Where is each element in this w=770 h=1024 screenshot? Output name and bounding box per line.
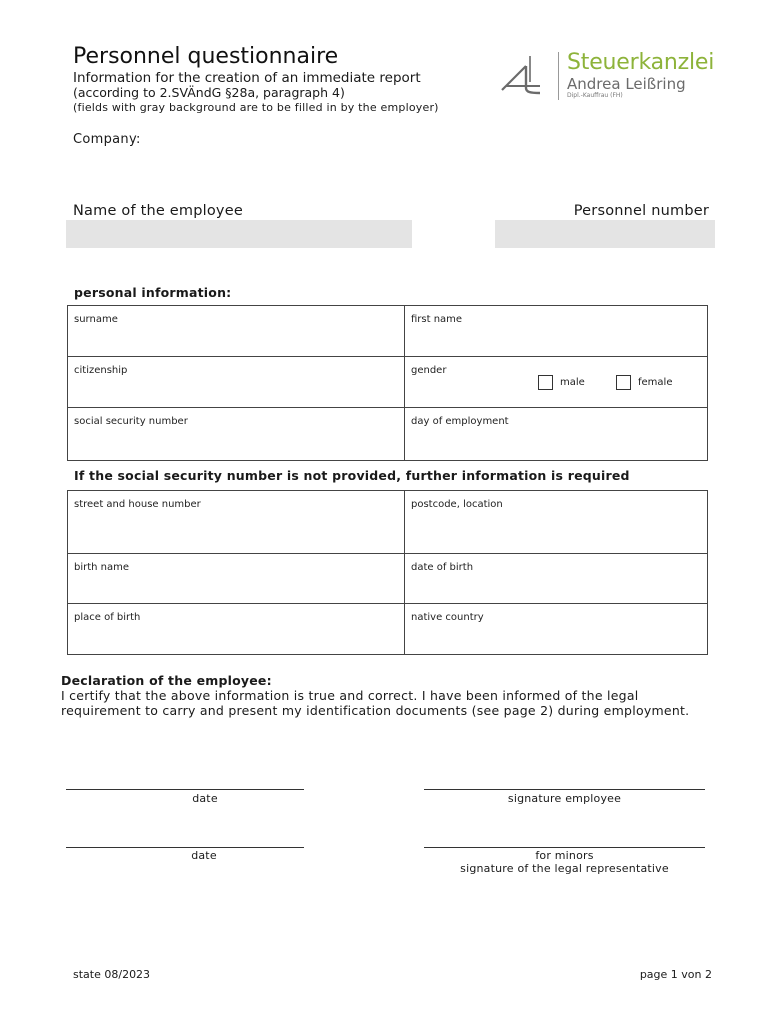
field-label: place of birth <box>74 612 141 623</box>
date-label: date <box>192 792 218 805</box>
legal-basis-note: (according to 2.SVÄndG §28a, paragraph 4) <box>73 85 345 100</box>
logo-person-name: Andrea Leißring <box>567 75 686 93</box>
date-line-employee[interactable] <box>66 789 304 790</box>
date-of-birth-field[interactable] <box>405 554 708 604</box>
declaration-heading: Declaration of the employee: <box>61 673 272 688</box>
logo-degree: Dipl.-Kauffrau (FH) <box>567 92 623 99</box>
al-monogram-icon <box>500 52 550 98</box>
document-state: state 08/2023 <box>73 968 151 981</box>
field-label: citizenship <box>74 365 128 376</box>
signature-line-employee[interactable] <box>424 789 705 790</box>
field-label: date of birth <box>411 562 474 573</box>
citizenship-field[interactable] <box>68 357 405 408</box>
signature-line-representative[interactable] <box>424 847 705 848</box>
company-label: Company: <box>73 132 141 147</box>
social-security-number-field[interactable] <box>68 408 405 461</box>
field-label: day of employment <box>411 416 509 427</box>
date-line-representative[interactable] <box>66 847 304 848</box>
field-label: native country <box>411 612 484 623</box>
signature-employee-label: signature employee <box>507 792 622 805</box>
minor-label-line2: signature of the legal representative <box>460 862 669 875</box>
gender-option-male[interactable] <box>538 375 585 390</box>
surname-field[interactable] <box>68 306 405 357</box>
day-of-employment-field[interactable] <box>405 408 708 461</box>
minor-signature-label <box>424 849 705 875</box>
page-title: Personnel questionnaire <box>73 44 339 69</box>
first-name-field[interactable] <box>405 306 708 357</box>
field-label: birth name <box>74 562 130 573</box>
place-of-birth-field[interactable] <box>68 604 405 655</box>
firm-logo <box>500 50 720 106</box>
male-checkbox[interactable] <box>538 375 553 390</box>
checkbox-label: male <box>560 377 585 388</box>
field-label: social security number <box>74 416 188 427</box>
logo-divider <box>558 52 559 100</box>
native-country-field[interactable] <box>405 604 708 655</box>
employer-fields-note: (fields with gray background are to be filled in by the employer) <box>73 101 439 114</box>
checkbox-label: female <box>638 377 673 388</box>
female-checkbox[interactable] <box>616 375 631 390</box>
no-ssn-table <box>67 490 708 655</box>
personnel-number-label: Personnel number <box>573 203 709 219</box>
personal-info-table <box>67 305 708 461</box>
postcode-location-field[interactable] <box>405 491 708 554</box>
logo-firm-name: Steuerkanzlei <box>567 50 715 75</box>
declaration-text: I certify that the above information is true and correct. I have been informed of the legal requirement to carry and present my identification documents (see page 2) during employment. <box>61 688 690 718</box>
field-label: gender <box>411 365 447 376</box>
no-ssn-heading: If the social security number is not provided, further information is required <box>74 468 630 483</box>
gender-option-female[interactable] <box>616 375 672 390</box>
street-field[interactable] <box>68 491 405 554</box>
birth-name-field[interactable] <box>68 554 405 604</box>
gender-field <box>405 357 708 408</box>
minor-label-line1: for minors <box>535 849 594 862</box>
personal-info-heading: personal information: <box>74 285 232 300</box>
field-label: first name <box>411 314 463 325</box>
page-subtitle: Information for the creation of an immediate report <box>73 70 421 86</box>
field-label: surname <box>74 314 118 325</box>
employee-name-field[interactable] <box>66 220 412 248</box>
field-label: postcode, location <box>411 499 503 510</box>
personnel-number-field[interactable] <box>495 220 715 248</box>
field-label: street and house number <box>74 499 201 510</box>
date-label: date <box>191 849 217 862</box>
employee-name-label: Name of the employee <box>73 203 243 219</box>
page-number: page 1 von 2 <box>639 968 712 981</box>
